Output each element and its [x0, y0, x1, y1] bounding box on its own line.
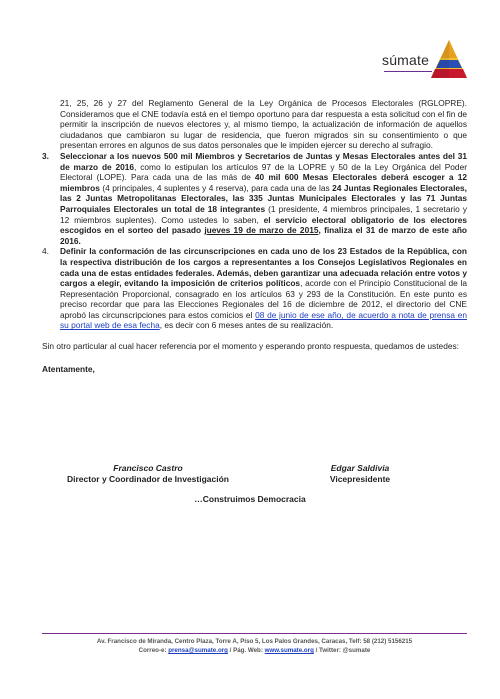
signer-name: Edgar Saldivia: [330, 463, 390, 473]
continued-paragraph: 21, 25, 26 y 27 del Reglamento General de la Ley Orgánica de Procesos Electorales (RGLOPRE). Consideramos que el CNE todavía está en el tiempo oportuno para dar respuesta a esta solicitud con el fin de permitir la inscripción de nuevos electores y, al mismo tiempo, la actualización de información de aquellos ciudadanos que cambiaron su lugar de residencia, que fueron migrados sin su consentimiento o que presentan errores en algunos de sus datos personales que le impiden ejercer su derecho al sufragio.: [60, 98, 467, 151]
logo-text: súmate: [382, 52, 430, 68]
logo-underline: [384, 71, 432, 72]
item-3-text: Seleccionar a los nuevos 500 mil Miembros y Secretarios de Juntas y Mesas Electorales antes del 31 de marzo de 2016, como lo estipulan los artículos 97 de la LOPRE y 50 de la Ley Orgánica del Poder Electoral (LOPE). Para cada una de las más de 40 mil 600 Mesas Electorales deberá escoger a 12 miembros (4 principales, 4 suplentes y 4 reserva), para cada una de las 24 Juntas Regionales Electorales, las 2 Juntas Metropolitanas Electorales, las 335 Juntas Municipales Electorales y las 71 Juntas Parroquiales Electorales un total de 18 integrantes (1 presidente, 4 miembros principales, 1 secretario y 12 miembros suplentes). Como ustedes lo saben, el servicio electoral obligatorio de los electores escogidos en el sorteo del pasado jueves 19 de marzo de 2015, finaliza el 31 de marzo de este año 2016.: [60, 150, 468, 246]
item-4-text: Definir la conformación de las circunscripciones en cada uno de los 23 Estados de la República, con la respectiva distribución de los cargos a representantes a los Consejos Legislativos Regionales en cada una de estas entidades federales. Además, deben garantizar una adecuada relación entre votos y cargos a elegir, evitando la imposición de criterios políticos, acorde con el Principio Constitucional de la Representación Proporcional, consagrado en los artículos 63 y 293 de la Constitución. En este punto es preciso recordar que para las Elecciones Regionales del 16 de diciembre de 2012, el directorio del CNE aprobó las circunscripciones para estos comicios el 08 de junio de ese año, de acuerdo a nota de prensa en su portal web de esa fecha, es decir con 6 meses antes de su realización.: [60, 246, 467, 331]
footer: [42, 637, 467, 655]
footer-address: Av. Francisco de Miranda, Centro Plaza, Torre A, Piso 5, Los Palos Grandes, Caracas, Telf: 58 (212) 5156215: [96, 638, 413, 645]
signer-title: Vicepresidente: [329, 474, 391, 484]
email-link[interactable]: prensa@sumate.org: [168, 647, 228, 654]
signer-name: Francisco Castro: [113, 463, 183, 473]
letter-body: [42, 98, 467, 374]
sumate-logo: [382, 38, 472, 86]
closing-paragraph: Sin otro particular al cual hacer referencia por el momento y esperando pronto respuesta, quedamos de ustedes:: [42, 341, 459, 352]
signer-title: Director y Coordinador de Investigación: [66, 474, 229, 484]
signature-left: [48, 463, 248, 485]
pyramid-logo-icon: [429, 38, 469, 82]
footer-contact: Correo-e: prensa@sumate.org / Pág. Web: www.sumate.org / Twitter: @sumate: [138, 647, 371, 654]
item-number: 4.: [42, 246, 49, 257]
item-number: 3.: [42, 150, 49, 161]
slogan: …Construimos Democracia: [194, 494, 306, 504]
list-item-3: [42, 151, 467, 246]
press-note-link[interactable]: 08 de junio de ese año, de acuerdo a nota de prensa en su portal web de esa fecha: [60, 309, 467, 331]
list-item-4: [42, 246, 467, 331]
signature-right: [300, 463, 420, 485]
website-link[interactable]: www.sumate.org: [264, 647, 314, 654]
salutation: Atentamente,: [42, 363, 95, 374]
footer-divider: [42, 633, 467, 634]
